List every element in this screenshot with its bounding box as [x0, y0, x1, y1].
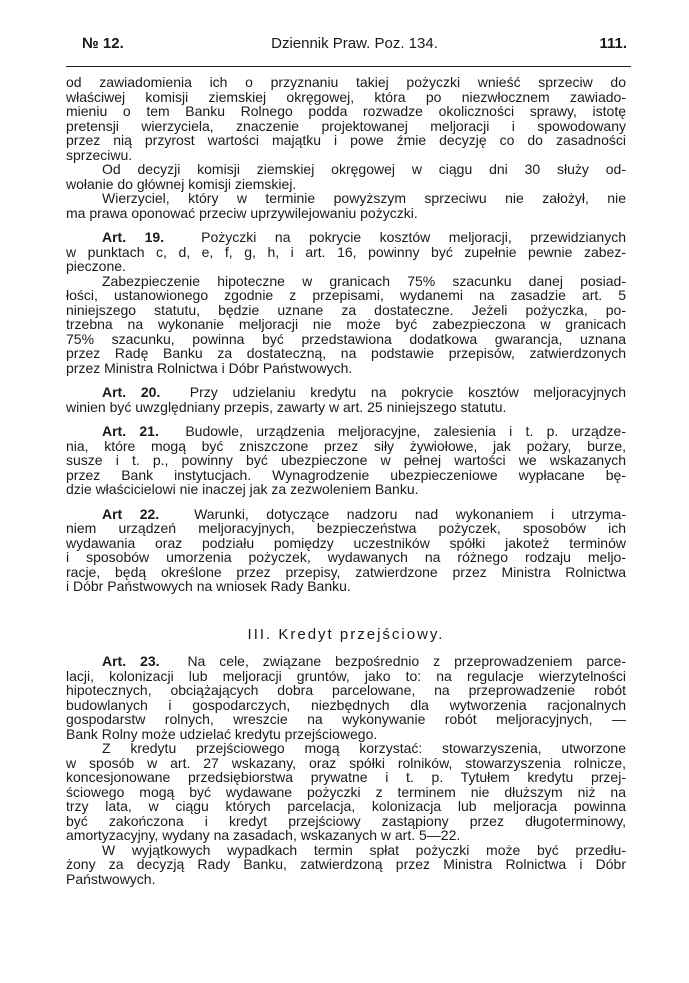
text-line — [66, 424, 626, 439]
paragraph — [66, 741, 626, 843]
line-text: Z kredytu przejściowego mogą korzystać: stowarzyszenia, utworzone — [102, 740, 626, 756]
text-line — [66, 654, 626, 669]
text-line — [66, 274, 626, 289]
line-text: wydawania oraz podziału pomiędzy uczestników spółki jakoteż terminów — [66, 534, 626, 551]
text-line — [66, 521, 626, 536]
paragraph — [66, 274, 626, 376]
text-line — [66, 828, 626, 843]
text-line — [66, 550, 626, 565]
text-line — [66, 482, 626, 497]
text-line — [66, 177, 626, 192]
text-line — [66, 683, 626, 698]
line-text: Na cele, związane bezpośrednio z przeprowadzeniem parce- — [187, 653, 627, 669]
line-text: być zakończona i kredyt przejściowy zastąpiony przez długoterminowy, — [66, 812, 626, 829]
line-text: przez Bank instytucjach. Wynagrodzenie ubezpieczeniowe wypłacane bę- — [66, 466, 626, 483]
line-text: przez Ministra Rolnictwa i Dóbr Państwowych. — [66, 359, 353, 376]
text-line — [66, 872, 626, 887]
line-text: pieczone. — [66, 258, 126, 274]
text-line — [66, 317, 626, 332]
page-header — [82, 35, 627, 55]
line-text: 75% szacunku, powinna być przedstawiona dodatkowa gwarancja, uznana — [66, 330, 626, 347]
article-paragraph — [66, 507, 626, 594]
text-line — [66, 453, 626, 468]
text-line — [66, 857, 626, 872]
document-body — [66, 75, 626, 886]
text-line — [66, 230, 626, 245]
line-text: właściwej komisji ziemskiej okręgowej, która po niezwłocznem zawiado- — [66, 88, 626, 105]
text-line — [66, 468, 626, 483]
issue-number: № 12. — [82, 35, 124, 52]
text-line — [66, 133, 626, 148]
article-label: Art. 21. — [102, 423, 159, 439]
line-text: Od decyzji komisji ziemskiej okręgowej w ciągu dni 30 służy od- — [102, 161, 626, 177]
text-line — [66, 669, 626, 684]
line-text: Wierzyciel, który w terminie powyższym sprzeciwu nie założył, nie — [102, 190, 626, 206]
text-line — [66, 565, 626, 580]
text-line — [66, 814, 626, 829]
line-text: od zawiadomienia ich o przyznaniu takiej pożyczki wnieść sprzeciw do — [66, 74, 626, 90]
text-line — [66, 741, 626, 756]
text-line — [66, 206, 626, 221]
line-text: żony za decyzją Rady Banku, zatwierdzoną przez Ministra Rolnictwa i Dóbr — [66, 856, 626, 872]
article-label: Art. 23. — [102, 653, 160, 669]
line-text: susze i t. p., powinny być ubezpieczone w pełnej wartości we wskazanych — [66, 452, 626, 468]
text-line — [66, 756, 626, 771]
paragraph — [66, 191, 626, 220]
paragraph — [66, 843, 626, 887]
article-paragraph — [66, 654, 626, 741]
line-text: Państwowych. — [66, 870, 156, 887]
text-line — [66, 162, 626, 177]
text-line — [66, 361, 626, 376]
text-line — [66, 799, 626, 814]
text-line — [66, 104, 626, 119]
line-text: Warunki, dotyczące nadzoru nad wykonaniem i utrzyma- — [194, 505, 626, 522]
line-text: trzebna na wykonanie meljoracji nie może być zabezpieczona w granicach — [66, 316, 626, 332]
line-text: hipotecznych, obciążających dobra parcelowane, na przeprowadzenie robót — [66, 682, 626, 698]
article-paragraph — [66, 424, 626, 497]
text-line — [66, 400, 626, 415]
line-text: w punktach c, d, e, f, g, h, i art. 16, powinny być zupełnie pewnie zabez- — [66, 243, 626, 260]
journal-title: Dziennik Praw. Poz. 134. — [271, 35, 438, 52]
text-line — [66, 191, 626, 206]
line-text: lacji, kolonizacji lub meljoracji gruntów, jako to: na regulacje wierzytelności — [66, 667, 626, 684]
section-heading: III. Kredyt przejściowy. — [247, 625, 445, 643]
text-line — [66, 785, 626, 800]
article-label: Art 22. — [102, 505, 160, 522]
line-text: gospodarstw rolnych, wreszcie na wykonywanie robót meljoracyjnych, — — [66, 711, 626, 727]
line-text: koncesjonowane przedsiębiorstwa prywatne i t. p. Tytułem kredytu przej- — [66, 769, 626, 785]
line-text: W wyjątkowych wypadkach termin spłat pożyczki może być przedłu- — [102, 841, 626, 858]
line-text: w sposób w art. 27 wskazany, oraz spółki rolników, stowarzyszenia rolnicze, — [66, 754, 626, 771]
line-text: Budowle, urządzenia meljoracyjne, zalesienia i t. p. urządze- — [185, 423, 626, 439]
text-line — [66, 536, 626, 551]
article-label: Art. 19. — [102, 229, 165, 245]
line-text: Pożyczki na pokrycie kosztów meljoracji, przewidzianych — [201, 229, 627, 245]
text-line — [66, 119, 626, 134]
text-line — [66, 727, 626, 742]
line-text: sprzeciwu. — [66, 146, 133, 163]
text-line — [66, 507, 626, 522]
text-line — [66, 385, 626, 400]
text-line — [66, 303, 626, 318]
line-text: Bank Rolny może udzielać kredytu przejściowego. — [66, 725, 378, 742]
line-text: i Dóbr Państwowych na wniosek Rady Banku. — [66, 578, 351, 594]
line-text: winien być uwzględniany przepis, zawarty w art. 25 niniejszego statutu. — [66, 398, 507, 415]
text-line — [66, 90, 626, 105]
text-line — [66, 439, 626, 454]
text-line — [66, 259, 626, 274]
line-text: wołanie do głównej komisji ziemskiej. — [66, 175, 297, 192]
text-line — [66, 712, 626, 727]
line-text: trzy lata, w ciągu których parcelacja, kolonizacja lub meljoracja powinna — [66, 798, 626, 814]
header-rule — [66, 66, 631, 67]
text-line — [66, 843, 626, 858]
line-text: Przy udzielaniu kredytu na pokrycie kosztów meljoracyjnych — [189, 384, 626, 400]
line-text: przez nią przyrost wartości majątku i powe źmie decyzję co do zasadności — [66, 132, 626, 148]
line-text: dzie właścicielowi nie inaczej jak za zezwoleniem Banku. — [66, 481, 419, 497]
line-text: ma prawa oponować przeciw uprzywilejowaniu pożyczki. — [66, 204, 418, 221]
text-line — [66, 75, 626, 90]
text-line — [66, 332, 626, 347]
article-label: Art. 20. — [102, 384, 161, 400]
text-line — [66, 579, 626, 594]
page-number: 111. — [599, 35, 627, 52]
line-text: Zabezpieczenie hipoteczne w granicach 75% szacunku danej posiad- — [102, 272, 626, 289]
line-text: i sposobów umorzenia pożyczek, wydawanych na różnego rodzaju meljo- — [66, 549, 626, 565]
line-text: amortyzacyjny, wydany na zasadach, wskazanych w art. 5—22. — [66, 827, 461, 843]
line-text: łości, ustanowionego zgodnie z przepisami, wydanemi na zasadzie art. 5 — [66, 287, 626, 303]
text-line — [66, 698, 626, 713]
paragraph — [66, 162, 626, 191]
line-text: nia, które mogą być zniszczone przez siły żywiołowe, jak pożary, burze, — [66, 437, 626, 454]
line-text: niem urządzeń meljoracyjnych, bezpieczeństwa pożyczek, sposobów ich — [66, 520, 626, 536]
line-text: przez Radę Banku za dostateczną, na podstawie przepisów, zatwierdzonych — [66, 345, 626, 361]
text-line — [66, 148, 626, 163]
text-line — [66, 770, 626, 785]
text-line — [66, 288, 626, 303]
paragraph — [66, 75, 626, 162]
article-paragraph — [66, 230, 626, 274]
line-text: niniejszego statutu, będzie uznane za dostateczne. Jeżeli pożyczka, po- — [66, 301, 626, 318]
article-paragraph — [66, 385, 626, 414]
text-line — [66, 245, 626, 260]
line-text: budowlanych i gospodarczych, niezbędnych dla wytworzenia racjonalnych — [66, 696, 626, 713]
line-text: racje, będą określone przez przepisy, zatwierdzone przez Ministra Rolnictwa — [66, 563, 626, 580]
line-text: mieniu o tem Banku Rolnego podda rozwadze okoliczności sprawy, istotę — [66, 103, 626, 119]
line-text: pretensji wierzyciela, znaczenie projektowanej meljoracji i spowodowany — [66, 117, 626, 134]
line-text: ściowego mogą być wydawane pożyczki z terminem nie dłuższym niż na — [66, 783, 626, 800]
text-line — [66, 346, 626, 361]
